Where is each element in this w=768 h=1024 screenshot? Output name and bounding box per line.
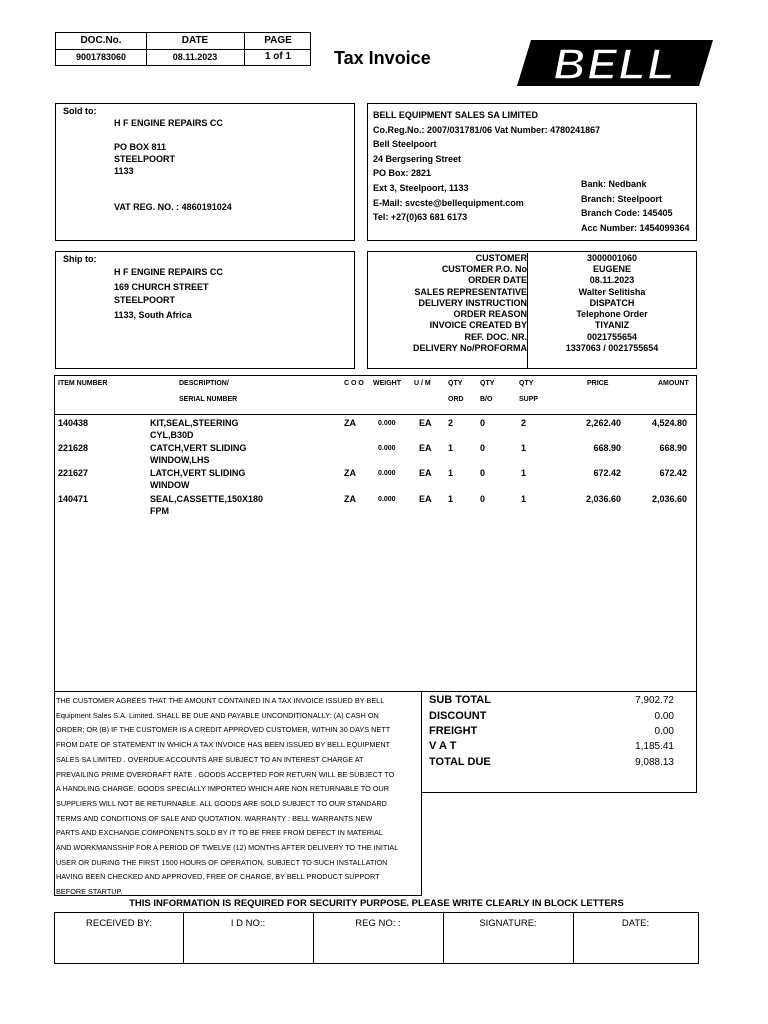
ship-to-label: Ship to: [63, 254, 97, 264]
item-number: 140471 [58, 494, 89, 504]
sold-to-name: H F ENGINE REPAIRS CC [114, 118, 223, 128]
order-info-label: SALES REPRESENTATIVE [414, 287, 527, 297]
page-label: PAGE [264, 35, 292, 46]
seller-ext: Ext 3, Steelpoort, 1133 [373, 183, 469, 193]
order-info-value: 1337063 / 0021755654 [565, 343, 659, 353]
reg-no-field[interactable]: REG NO: : [355, 918, 401, 929]
item-bo: 0 [480, 468, 486, 478]
col-amount: AMOUNT [658, 380, 689, 387]
item-supp: 1 [521, 494, 527, 504]
item-bo: 0 [480, 443, 486, 453]
ship-to-addr3: 1133, South Africa [114, 310, 192, 320]
doc-no-value: 9001783060 [75, 52, 127, 62]
subtotal-value: 7,902.72 [635, 695, 674, 706]
item-amount: 4,524.80 [651, 418, 687, 428]
item-amount: 2,036.60 [651, 494, 687, 504]
terms-text [56, 694, 421, 900]
received-by-field[interactable]: RECEIVED BY: [86, 918, 152, 929]
doc-no-label: DOC.No. [80, 35, 122, 46]
seller-name: BELL EQUIPMENT SALES SA LIMITED [373, 110, 539, 120]
item-desc-2: CYL,B30D [150, 430, 194, 440]
item-desc-2: WINDOW,LHS [150, 455, 210, 465]
item-ord: 1 [448, 443, 454, 453]
seller-po-box: PO Box: 2821 [373, 168, 432, 178]
discount-value: 0.00 [654, 711, 674, 722]
terms-line: A HANDLING CHARGE. GOODS SPECIALLY IMPORTED WHICH ARE NON RETURNABLE TO OUR [56, 784, 390, 794]
terms-line: AND WORKMANSSHIP FOR A PERIOD OF TWELVE (12) MONTHS AFTER DELIVERY TO THE INITIAL [56, 843, 399, 853]
col-uom: U / M [414, 380, 431, 387]
item-bo: 0 [480, 494, 486, 504]
col-qty-ord: QTY [448, 380, 463, 387]
item-desc: CATCH,VERT SLIDING [150, 443, 247, 453]
terms-line: BEFORE STARTUP. [56, 887, 123, 897]
page-title: Tax Invoice [334, 48, 431, 68]
item-desc-2: WINDOW [150, 480, 190, 490]
col-serial-number: SERIAL NUMBER [179, 396, 238, 403]
terms-line: Equipment Sales S.A. Limited. SHALL BE DUE AND PAYABLE UNCONDITIONALLY: (A) CASH ON [56, 710, 379, 720]
order-info-value: TIYANIZ [594, 320, 630, 330]
sold-to-addr2: STEELPOORT [114, 154, 176, 164]
col-qty-bo: QTY [480, 380, 495, 387]
id-no-field[interactable]: I D NO:: [230, 918, 266, 929]
seller-tel: Tel: +27(0)63 681 6173 [373, 212, 468, 222]
vat-value: 1,185.41 [635, 741, 674, 752]
item-supp: 2 [521, 418, 527, 428]
item-weight: 0.000 [378, 445, 396, 452]
order-info-value: 0021755654 [586, 332, 638, 342]
item-number: 221628 [58, 443, 89, 453]
seller-reg: Co.Reg.No.: 2007/031781/06 Vat Number: 4780241867 [373, 125, 601, 135]
seller-email: E-Mail: svcste@bellequipment.com [373, 198, 524, 208]
item-uom: EA [419, 468, 432, 478]
terms-line: THE CUSTOMER AGREES THAT THE AMOUNT CONTAINED IN A TAX INVOICE ISSUED BY BELL [56, 696, 385, 705]
col-weight: WEIGHT [373, 380, 401, 387]
seller-acc: Acc Number: 1454099364 [581, 223, 690, 233]
signature-field[interactable]: SIGNATURE: [479, 918, 537, 929]
item-price: 2,036.60 [585, 494, 621, 504]
seller-bank: Bank: Nedbank [581, 179, 647, 189]
item-ord: 1 [448, 494, 454, 504]
order-info-label: CUSTOMER [475, 253, 527, 263]
sold-to-label: Sold to: [63, 106, 97, 116]
col-price: PRICE [587, 380, 609, 387]
item-price: 2,262.40 [585, 418, 621, 428]
col-description: DESCRIPTION/ [179, 380, 229, 387]
item-amount: 668.90 [659, 443, 687, 453]
item-bo: 0 [480, 418, 486, 428]
order-info-label: REF. DOC. NR. [464, 332, 527, 342]
order-info-label: ORDER DATE [468, 275, 527, 285]
date-field[interactable]: DATE: [621, 918, 650, 929]
terms-line: PARTS AND EXCHANGE COMPONENTS SOLD BY IT TO BE FREE FROM DEFECT IN MATERIAL [56, 828, 383, 838]
terms-line: SALES SA LIMITED . OVERDUE ACCOUNTS ARE SUBJECT TO AN INTEREST CHARGE AT [56, 754, 364, 764]
item-desc: LATCH,VERT SLIDING [150, 468, 246, 478]
sold-to-vat: VAT REG. NO. : 4860191024 [114, 202, 232, 212]
security-note: THIS INFORMATION IS REQUIRED FOR SECURITY PURPOSE. PLEASE WRITE CLEARLY IN BLOCK LETTERS [129, 898, 624, 909]
logo-text: BELL [553, 40, 677, 89]
item-coo: ZA [344, 468, 356, 478]
item-coo: ZA [344, 494, 356, 504]
terms-line: ORDER; OR (B) IF THE CUSTOMER IS A CREDIT APPROVED CUSTOMER, WITHIN 30 DAYS NETT [56, 725, 391, 735]
sold-to-addr1: PO BOX 811 [114, 142, 167, 152]
item-coo: ZA [344, 418, 356, 428]
item-supp: 1 [521, 443, 527, 453]
order-info-label: ORDER REASON [453, 309, 527, 319]
item-desc: SEAL,CASSETTE,150X180 [150, 494, 264, 504]
item-uom: EA [419, 494, 432, 504]
item-number: 140438 [58, 418, 89, 428]
subtotal-label: SUB TOTAL [429, 694, 491, 706]
item-desc: KIT,SEAL,STEERING [150, 418, 239, 428]
freight-value: 0.00 [654, 726, 674, 737]
col-ord: ORD [448, 396, 464, 403]
seller-street: 24 Bergsering Street [373, 154, 462, 164]
seller-branch-code: Branch Code: 145405 [581, 208, 673, 218]
item-uom: EA [419, 443, 432, 453]
doc-info-table [55, 32, 311, 66]
bell-logo [515, 37, 715, 89]
item-number: 221627 [58, 468, 89, 478]
item-ord: 1 [448, 468, 454, 478]
col-bo: B/O [480, 396, 493, 403]
total-due-value: 9,088.13 [635, 757, 674, 768]
order-info-value: 08.11.2023 [589, 275, 635, 285]
item-weight: 0.000 [378, 420, 396, 427]
terms-line: TERMS AND CONDITIONS OF SALE AND QUOTATION. WARRANTY : BELL WARRANTS NEW [56, 813, 373, 823]
col-coo: C O O [344, 380, 364, 387]
item-uom: EA [419, 418, 432, 428]
col-item-number: ITEM NUMBER [58, 380, 108, 387]
total-due-label: TOTAL DUE [429, 756, 491, 768]
freight-label: FREIGHT [429, 725, 478, 737]
terms-line: SUPPLIERS WILL NOT BE RETURNABLE. ALL GOODS ARE SOLD SUBJECT TO OUR STANDARD [56, 798, 387, 808]
page-value: 1 of 1 [264, 51, 292, 62]
order-info-value: DISPATCH [589, 298, 635, 308]
col-supp: SUPP [519, 396, 539, 403]
order-info-value: 3000001060 [586, 253, 638, 263]
item-supp: 1 [521, 468, 527, 478]
item-weight: 0.000 [378, 496, 396, 503]
item-ord: 2 [448, 418, 454, 428]
discount-label: DISCOUNT [429, 710, 487, 722]
item-weight: 0.000 [378, 470, 396, 477]
sold-to-addr3: 1133 [114, 166, 134, 176]
item-price: 672.42 [593, 468, 621, 478]
item-amount: 672.42 [659, 468, 687, 478]
order-info-label: INVOICE CREATED BY [429, 320, 527, 330]
order-info-value: Walter Selitisha [578, 287, 646, 297]
ship-to-name: H F ENGINE REPAIRS CC [114, 267, 223, 277]
ship-to-addr1: 169 CHURCH STREET [114, 282, 209, 292]
order-info-label: DELIVERY No/PROFORMA [412, 343, 527, 353]
order-info-label: DELIVERY INSTRUCTION [418, 298, 527, 308]
terms-line: PREVAILING PRIME OVERDRAFT RATE . GOODS ACCEPTED FOR RETURN WILL BE SUBJECT TO [56, 769, 395, 779]
signature-grid [54, 912, 699, 964]
order-info-value: EUGENE [592, 264, 631, 274]
vat-label: V A T [429, 740, 457, 752]
date-value: 08.11.2023 [172, 52, 218, 62]
seller-branch-name: Bell Steelpoort [373, 139, 437, 149]
terms-line: USER OR DURING THE FIRST 1500 HOURS OF OPERATION, SUBJECT TO SUCH INSTALLATION [56, 857, 388, 867]
item-desc-2: FPM [150, 506, 169, 516]
order-info-label: CUSTOMER P.O. No [441, 264, 527, 274]
ship-to-addr2: STEELPOORT [114, 295, 176, 305]
date-label: DATE [181, 35, 209, 46]
terms-line: HAVING BEEN CHECKED AND APPROVED, FREE OF CHARGE, BY BELL PRODUCT SUPPORT [56, 872, 380, 882]
order-info-value: Telephone Order [576, 309, 648, 319]
col-qty-supp: QTY [519, 380, 534, 387]
item-price: 668.90 [593, 443, 621, 453]
seller-branch: Branch: Steelpoort [581, 194, 663, 204]
terms-line: FROM DATE OF STATEMENT IN WHICH A TAX INVOICE HAS BEEN ISSUED BY BELL EQUIPMENT [56, 740, 391, 750]
